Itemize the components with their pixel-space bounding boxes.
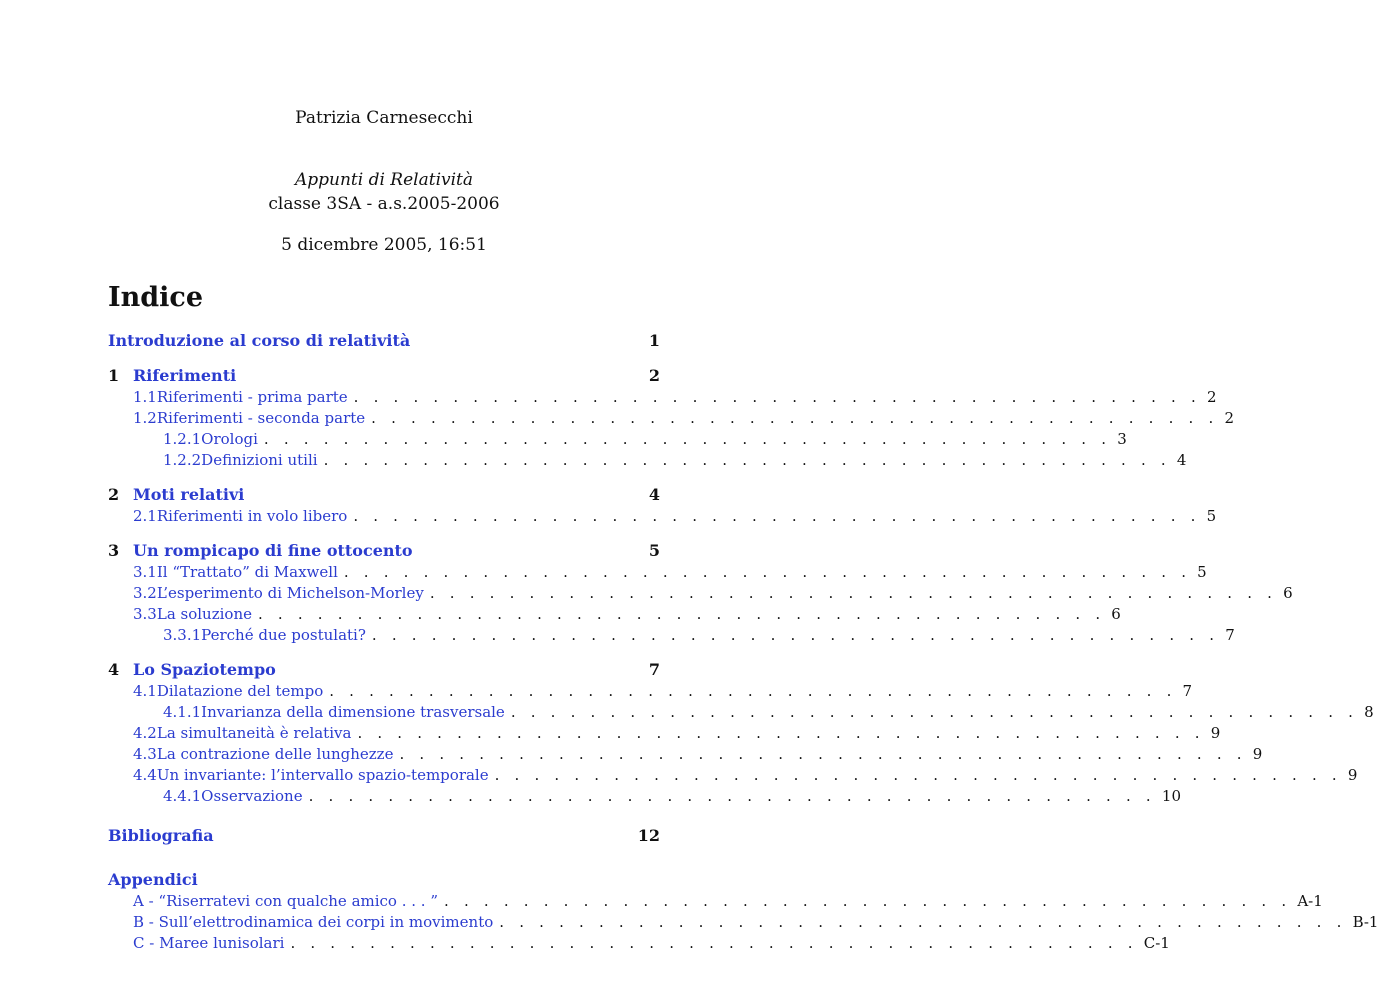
toc-entry[interactable]	[133, 681, 1193, 701]
leader-dots: . . . . . . . . . . . . . . . . . . . . . . . . . . . . . . . . . . . . . . . . . . .	[308, 787, 1156, 805]
leader-dots: . . . . . . . . . . . . . . . . . . . . . . . . . . . . . . . . . . . . . . . . . . .	[399, 745, 1247, 763]
toc-chapter-page: 7	[648, 660, 660, 679]
toc-entry-page: 5	[1206, 507, 1217, 525]
toc-entry-label[interactable]: La simultaneità è relativa	[156, 724, 352, 742]
toc-entry-num: 3.3	[133, 605, 157, 623]
toc-entry-label[interactable]: Riferimenti in volo libero	[156, 507, 348, 525]
toc-heading: Indice	[108, 282, 204, 313]
toc-chapter-page: 5	[648, 541, 660, 560]
toc-entry-num: 3.3.1	[163, 626, 202, 644]
class-line: classe 3SA - a.s.2005-2006	[268, 194, 500, 214]
toc-appendix-page: B-1	[1352, 913, 1378, 931]
toc-entry-page: 10	[1161, 787, 1181, 805]
toc-chapter-page: 2	[648, 366, 660, 385]
toc-entry-num: 1.2	[133, 409, 157, 427]
toc-entry[interactable]	[133, 562, 1207, 582]
toc-entry-label[interactable]: La soluzione	[156, 605, 252, 623]
document-date: 5 dicembre 2005, 16:51	[281, 235, 487, 255]
leader-dots: . . . . . . . . . . . . . . . . . . . . . . . . . . . . . . . . . . . . . . . . . . .	[444, 892, 1292, 910]
toc-entry-num: 3.1	[133, 563, 157, 581]
leader-dots: . . . . . . . . . . . . . . . . . . . . . . . . . . . . . . . . . . . . . . . . . . .	[329, 682, 1177, 700]
toc-entry-num: 1.2.1	[163, 430, 202, 448]
toc-chapter-page: 4	[648, 485, 660, 504]
toc-entry-page: 7	[1182, 682, 1193, 700]
leader-dots: . . . . . . . . . . . . . . . . . . . . . . . . . . . . . . . . . . . . . . . . . . .	[494, 766, 1342, 784]
toc-entry-page: 4	[1176, 451, 1187, 469]
leader-dots: . . . . . . . . . . . . . . . . . . . . . . . . . . . . . . . . . . . . . . . . . . .	[323, 451, 1171, 469]
toc-appendix-label[interactable]: B - Sull’elettrodinamica dei corpi in movimento	[133, 913, 494, 931]
leader-dots: . . . . . . . . . . . . . . . . . . . . . . . . . . . . . . . . . . . . . . . . . . .	[371, 409, 1219, 427]
toc-entry-num: 4.1.1	[163, 703, 202, 721]
toc-entry-num: 4.4	[133, 766, 157, 784]
leader-dots: . . . . . . . . . . . . . . . . . . . . . . . . . . . . . . . . . . . . . . . . . . .	[258, 605, 1106, 623]
leader-dots: . . . . . . . . . . . . . . . . . . . . . . . . . . . . . . . . . . . . . . . . . . .	[290, 934, 1138, 952]
toc-entry[interactable]	[133, 387, 1217, 407]
toc-entry[interactable]	[133, 408, 1234, 428]
toc-entry-page: 2	[1224, 409, 1234, 427]
toc-entry-label[interactable]: Il “Trattato” di Maxwell	[156, 563, 338, 581]
toc-entry[interactable]	[163, 625, 1235, 645]
toc-entry-label[interactable]: Riferimenti - seconda parte	[156, 409, 366, 427]
leader-dots: . . . . . . . . . . . . . . . . . . . . . . . . . . . . . . . . . . . . . . . . . . .	[263, 430, 1112, 448]
toc-appendix-page: A-1	[1297, 892, 1323, 910]
toc-entry-num: 1.2.2	[163, 451, 202, 469]
toc-entry-page: 6	[1283, 584, 1293, 602]
leader-dots: . . . . . . . . . . . . . . . . . . . . . . . . . . . . . . . . . . . . . . . . . . .	[429, 584, 1278, 602]
toc-intro-label[interactable]: Introduzione al corso di relatività	[108, 331, 411, 350]
toc-chapter-num: 3	[108, 541, 120, 560]
toc-entry-label[interactable]: Dilatazione del tempo	[156, 682, 324, 700]
toc-entry-num: 4.1	[133, 682, 157, 700]
toc-intro[interactable]	[108, 331, 660, 351]
toc-entry-num: 2.1	[133, 507, 157, 525]
toc-appendix-entry[interactable]	[133, 891, 1323, 911]
toc-appendix-entry[interactable]	[133, 912, 1378, 932]
toc-appendix-label[interactable]: C - Maree lunisolari	[133, 934, 285, 952]
toc-chapter-num: 4	[108, 660, 120, 679]
toc-bibliography-label[interactable]: Bibliografia	[108, 826, 214, 845]
leader-dots: . . . . . . . . . . . . . . . . . . . . . . . . . . . . . . . . . . . . . . . . . . .	[510, 703, 1359, 721]
toc-entry-page: 9	[1347, 766, 1358, 784]
toc-entry-label[interactable]: Orologi	[201, 430, 258, 448]
toc-entry[interactable]	[163, 450, 1187, 470]
toc-entry-page: 5	[1197, 563, 1207, 581]
toc-entry-page: 2	[1206, 388, 1217, 406]
toc-entry-page: 8	[1364, 703, 1374, 721]
toc-entry-page: 3	[1117, 430, 1127, 448]
toc-entry-num: 3.2	[133, 584, 157, 602]
toc-entry-label[interactable]: Definizioni utili	[201, 451, 318, 469]
toc-entry[interactable]	[133, 744, 1263, 764]
toc-chapter-label[interactable]: Riferimenti	[133, 366, 237, 385]
toc-entry[interactable]	[133, 583, 1293, 603]
toc-entry-label[interactable]: Invarianza della dimensione trasversale	[201, 703, 505, 721]
toc-chapter-4[interactable]	[108, 660, 660, 680]
toc-chapter-num: 2	[108, 485, 120, 504]
toc-appendix-page: C-1	[1143, 934, 1170, 952]
toc-entry[interactable]	[133, 723, 1221, 743]
toc-appendices-label[interactable]: Appendici	[108, 870, 198, 889]
leader-dots: . . . . . . . . . . . . . . . . . . . . . . . . . . . . . . . . . . . . . . . . . . .	[353, 507, 1201, 525]
toc-chapter-label[interactable]: Lo Spaziotempo	[133, 660, 276, 679]
toc-entry-label[interactable]: Un invariante: l’intervallo spazio-temporale	[156, 766, 489, 784]
toc-entry[interactable]	[163, 429, 1127, 449]
toc-entry-page: 6	[1111, 605, 1121, 623]
toc-entry-label[interactable]: Perché due postulati?	[201, 626, 366, 644]
leader-dots: . . . . . . . . . . . . . . . . . . . . . . . . . . . . . . . . . . . . . . . . . . .	[371, 626, 1220, 644]
toc-appendix-label[interactable]: A - “Riserratevi con qualche amico . . . ”	[133, 892, 439, 910]
toc-chapter-label[interactable]: Un rompicapo di fine ottocento	[133, 541, 413, 560]
toc-entry-num: 4.2	[133, 724, 157, 742]
toc-intro-page: 1	[648, 331, 660, 350]
toc-entry-page: 7	[1225, 626, 1235, 644]
toc-entry-num: 4.4.1	[163, 787, 202, 805]
toc-chapter-2[interactable]	[108, 485, 660, 505]
leader-dots: . . . . . . . . . . . . . . . . . . . . . . . . . . . . . . . . . . . . . . . . . . .	[343, 563, 1192, 581]
leader-dots: . . . . . . . . . . . . . . . . . . . . . . . . . . . . . . . . . . . . . . . . . . .	[357, 724, 1205, 742]
toc-entry[interactable]	[133, 506, 1217, 526]
toc-entry[interactable]	[133, 765, 1358, 785]
toc-entry-label[interactable]: L’esperimento di Michelson-Morley	[156, 584, 424, 602]
leader-dots: . . . . . . . . . . . . . . . . . . . . . . . . . . . . . . . . . . . . . . . . . . .	[353, 388, 1201, 406]
toc-entry-label[interactable]: Riferimenti - prima parte	[156, 388, 348, 406]
document-title: Appunti di Relatività	[294, 170, 474, 190]
toc-chapter-num: 1	[108, 366, 120, 385]
toc-chapter-label[interactable]: Moti relativi	[133, 485, 245, 504]
toc-bibliography[interactable]	[108, 826, 660, 846]
toc-chapter-1[interactable]	[108, 366, 660, 386]
toc-entry-page: 9	[1252, 745, 1263, 763]
toc-entry[interactable]	[163, 786, 1181, 806]
toc-entry-page: 9	[1210, 724, 1221, 742]
toc-entry[interactable]	[163, 702, 1374, 722]
toc-appendix-entry[interactable]	[133, 933, 1170, 953]
toc-entry-label[interactable]: Osservazione	[201, 787, 303, 805]
author-name: Patrizia Carnesecchi	[295, 108, 473, 128]
toc-entry-label[interactable]: La contrazione delle lunghezze	[156, 745, 394, 763]
leader-dots: . . . . . . . . . . . . . . . . . . . . . . . . . . . . . . . . . . . . . . . . . . .	[499, 913, 1347, 931]
toc-appendices[interactable]	[108, 870, 660, 890]
toc-entry[interactable]	[133, 604, 1121, 624]
toc-entry-num: 1.1	[133, 388, 157, 406]
toc-entry-num: 4.3	[133, 745, 157, 763]
toc-bibliography-page: 12	[637, 826, 660, 845]
toc-chapter-3[interactable]	[108, 541, 660, 561]
